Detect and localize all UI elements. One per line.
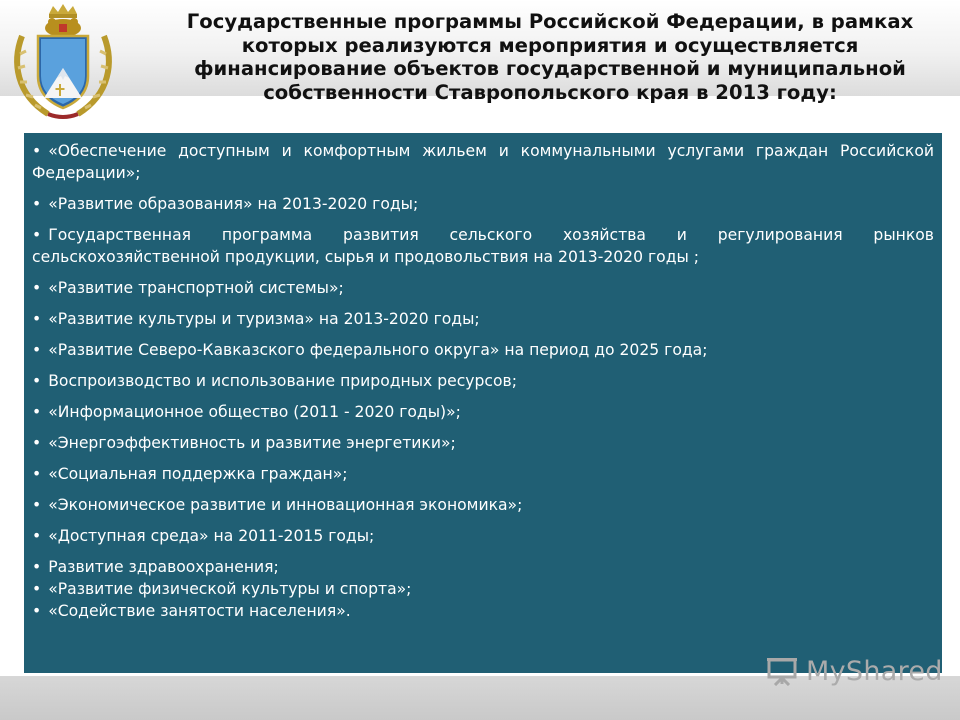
list-item: • «Экономическое развитие и инновационная экономика»; (32, 494, 934, 516)
list-item: • «Содействие занятости населения». (32, 600, 934, 622)
list-item: • «Развитие Северо-Кавказского федерального округа» на период до 2025 года; (32, 339, 934, 361)
list-item: • «Информационное общество (2011 - 2020 годы)»; (32, 401, 934, 423)
watermark (766, 655, 943, 687)
list-item: • Государственная программа развития сельского хозяйства и регулирования рынков сельскохозяйственной продукции, сырья и продовольствия на 2013-2020 годы ; (32, 224, 934, 268)
list-item: • «Энергоэффективность и развитие энергетики»; (32, 432, 934, 454)
list-item: • «Социальная поддержка граждан»; (32, 463, 934, 485)
list-item: • «Обеспечение доступным и комфортным жильем и коммунальными услугами граждан Российской Федерации»; (32, 140, 934, 184)
list-item: • Развитие здравоохранения; (32, 556, 934, 578)
list-item: • «Доступная среда» на 2011-2015 годы; (32, 525, 934, 547)
coat-of-arms-icon (8, 2, 118, 120)
presentation-board-icon (766, 656, 800, 686)
list-item: • «Развитие образования» на 2013-2020 годы; (32, 193, 934, 215)
list-item: • «Развитие физической культуры и спорта»; (32, 578, 934, 600)
programs-list (24, 133, 942, 673)
list-item: • Воспроизводство и использование природных ресурсов; (32, 370, 934, 392)
list-item: • «Развитие транспортной системы»; (32, 277, 934, 299)
list-item: • «Развитие культуры и туризма» на 2013-2020 годы; (32, 308, 934, 330)
watermark-text: MyShared (806, 655, 943, 687)
slide-title: Государственные программы Российской Федерации, в рамках которых реализуются мероприятия и осуществляется финансирование объектов государственной и муниципальной собственности Ставропольского края в 2013 году: (186, 10, 914, 104)
